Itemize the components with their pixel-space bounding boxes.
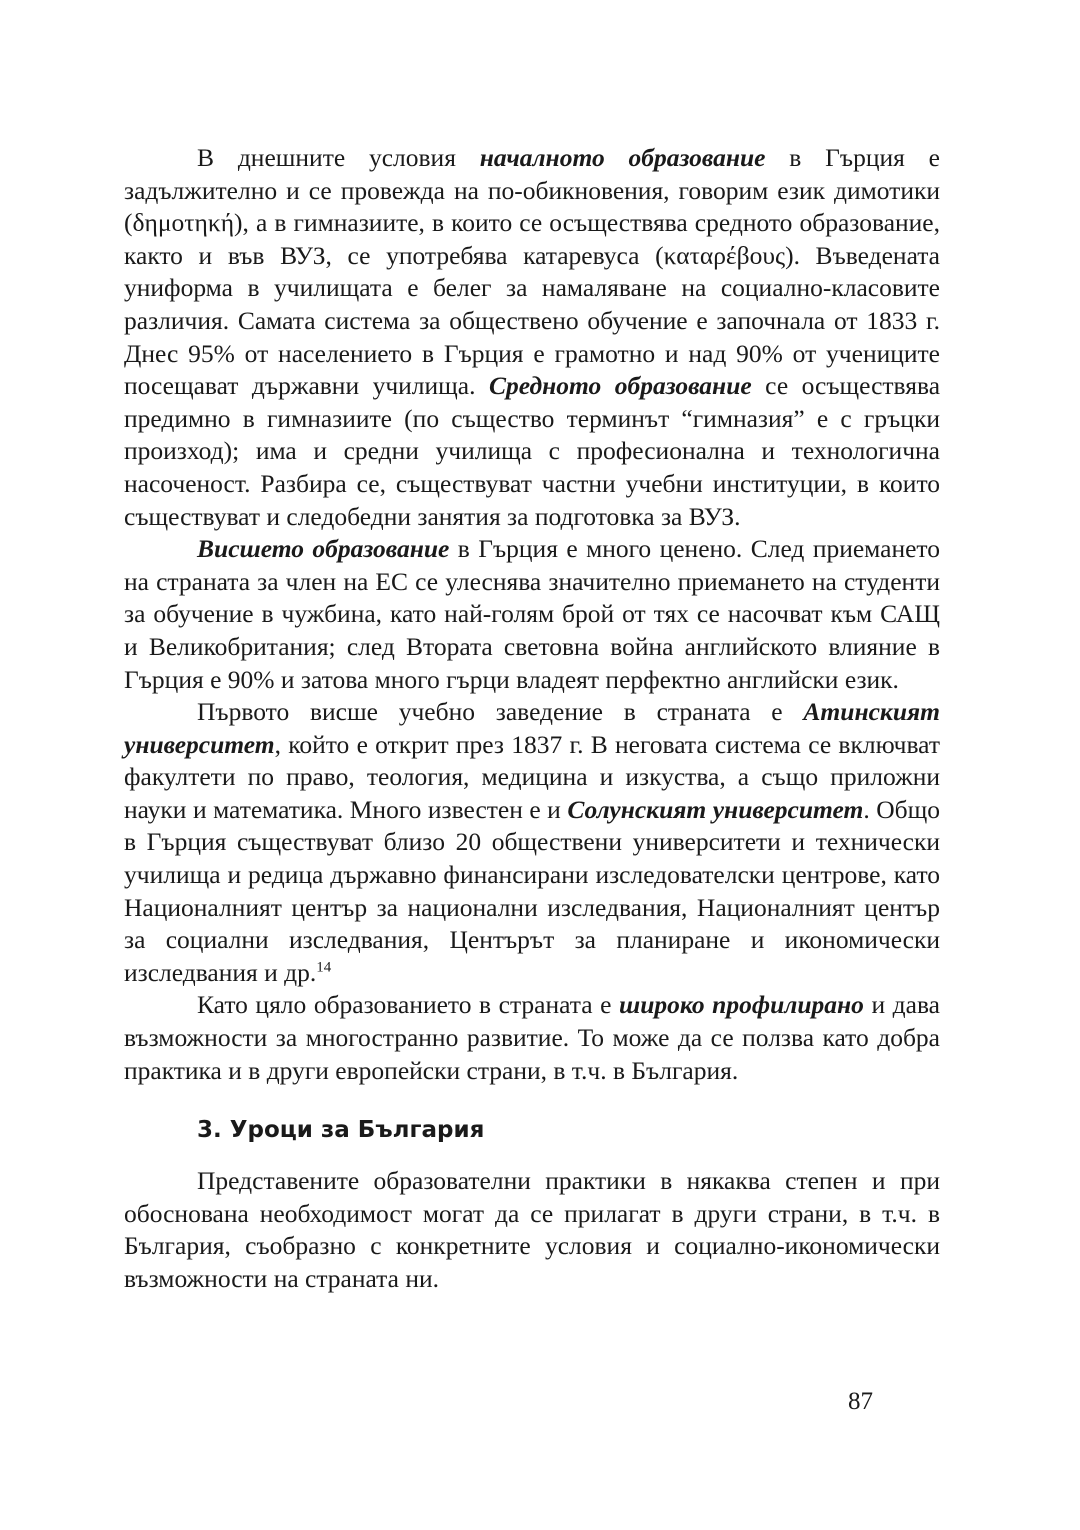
paragraph-text: , който е открит през 1837 г. В неговата система се включват факултети по право, теология, медицина и изкуства, а също приложни науки и математика. Много известен е и <box>124 729 940 824</box>
page-body <box>124 142 940 1296</box>
paragraph-text: в Гърция е задължително и се провежда на по-обикновения, говорим език димотики (δημοτηκή), а в гимназиите, в които се осъществява средното образование, както и във ВУЗ, се употребява катаревуса (καταρέβους). Въведената униформа в училищата е белег за намаляване на социално-класовите различия. Самата система за обществено обучение е започнала от 1833 г. Днес 95% от населението в Гърция е грамотно и над 90% от учениците посещават държавни училища. <box>124 143 940 401</box>
section-heading: 3. Уроци за България <box>197 1117 485 1144</box>
emphasis-broad-profile: широко профилирано <box>618 990 864 1020</box>
paragraph-text: Представените образователни практики в някаква степен и при обоснована необходимост могат да се прилагат в други страни, в т.ч. в България, съобразно с конкретните условия и социално-икономически възможности на страната ни. <box>124 1166 940 1293</box>
paragraph-text: В днешните условия <box>197 143 480 172</box>
paragraph-universities <box>124 696 940 989</box>
paragraph-primary-education <box>124 142 940 533</box>
paragraph-lessons <box>124 1165 940 1295</box>
emphasis-higher-education: Висшето образование <box>197 534 450 564</box>
paragraph-text: се осъществява предимно в гимназиите (по същество терминът “гимназия” е с гръцки произход); има и средни училища с професионална и технологична насоченост. Разбира се, съществуват частни учебни институции, в които съществуват и следобедни занятия за подготовка за ВУЗ. <box>124 371 941 531</box>
paragraph-text: . Общо в Гърция съществуват близо 20 обществени университети и технически училища и редица държавно финансирани изследователски центрове, като Националният център за национални изследвания, Националният център за социални изследвания, Центърът за планиране и икономически изследвания и др. <box>124 794 940 987</box>
paragraph-text: и дава възможности за многостранно развитие. То може да се ползва като добра практика и в други европейски страни, в т.ч. в България. <box>124 990 940 1085</box>
emphasis-thessaloniki-university: Солунският университет <box>567 794 864 824</box>
paragraph-broad-profile <box>124 989 940 1087</box>
emphasis-secondary-education: Средното образование <box>489 371 752 401</box>
paragraph-text: Първото висше учебно заведение в страната е <box>197 697 804 727</box>
paragraph-text: Като цяло образованието в страната е <box>197 990 619 1020</box>
emphasis-athens-university: Атинският университет <box>124 697 940 759</box>
emphasis-primary-education: началното образование <box>479 143 766 172</box>
page-number: 87 <box>848 1388 873 1415</box>
paragraph-higher-education <box>124 533 940 696</box>
paragraph-text: в Гърция е много ценено. След приемането на страната за член на ЕС се улеснява значително приемането на студенти за обучение в чужбина, като най-голям брой от тях се насочват към САЩ и Великобритания; след Втората световна война английското влияние в Гърция е 90% и затова много гърци владеят перфектно английски език. <box>124 534 940 694</box>
footnote-reference[interactable]: 14 <box>316 959 332 976</box>
